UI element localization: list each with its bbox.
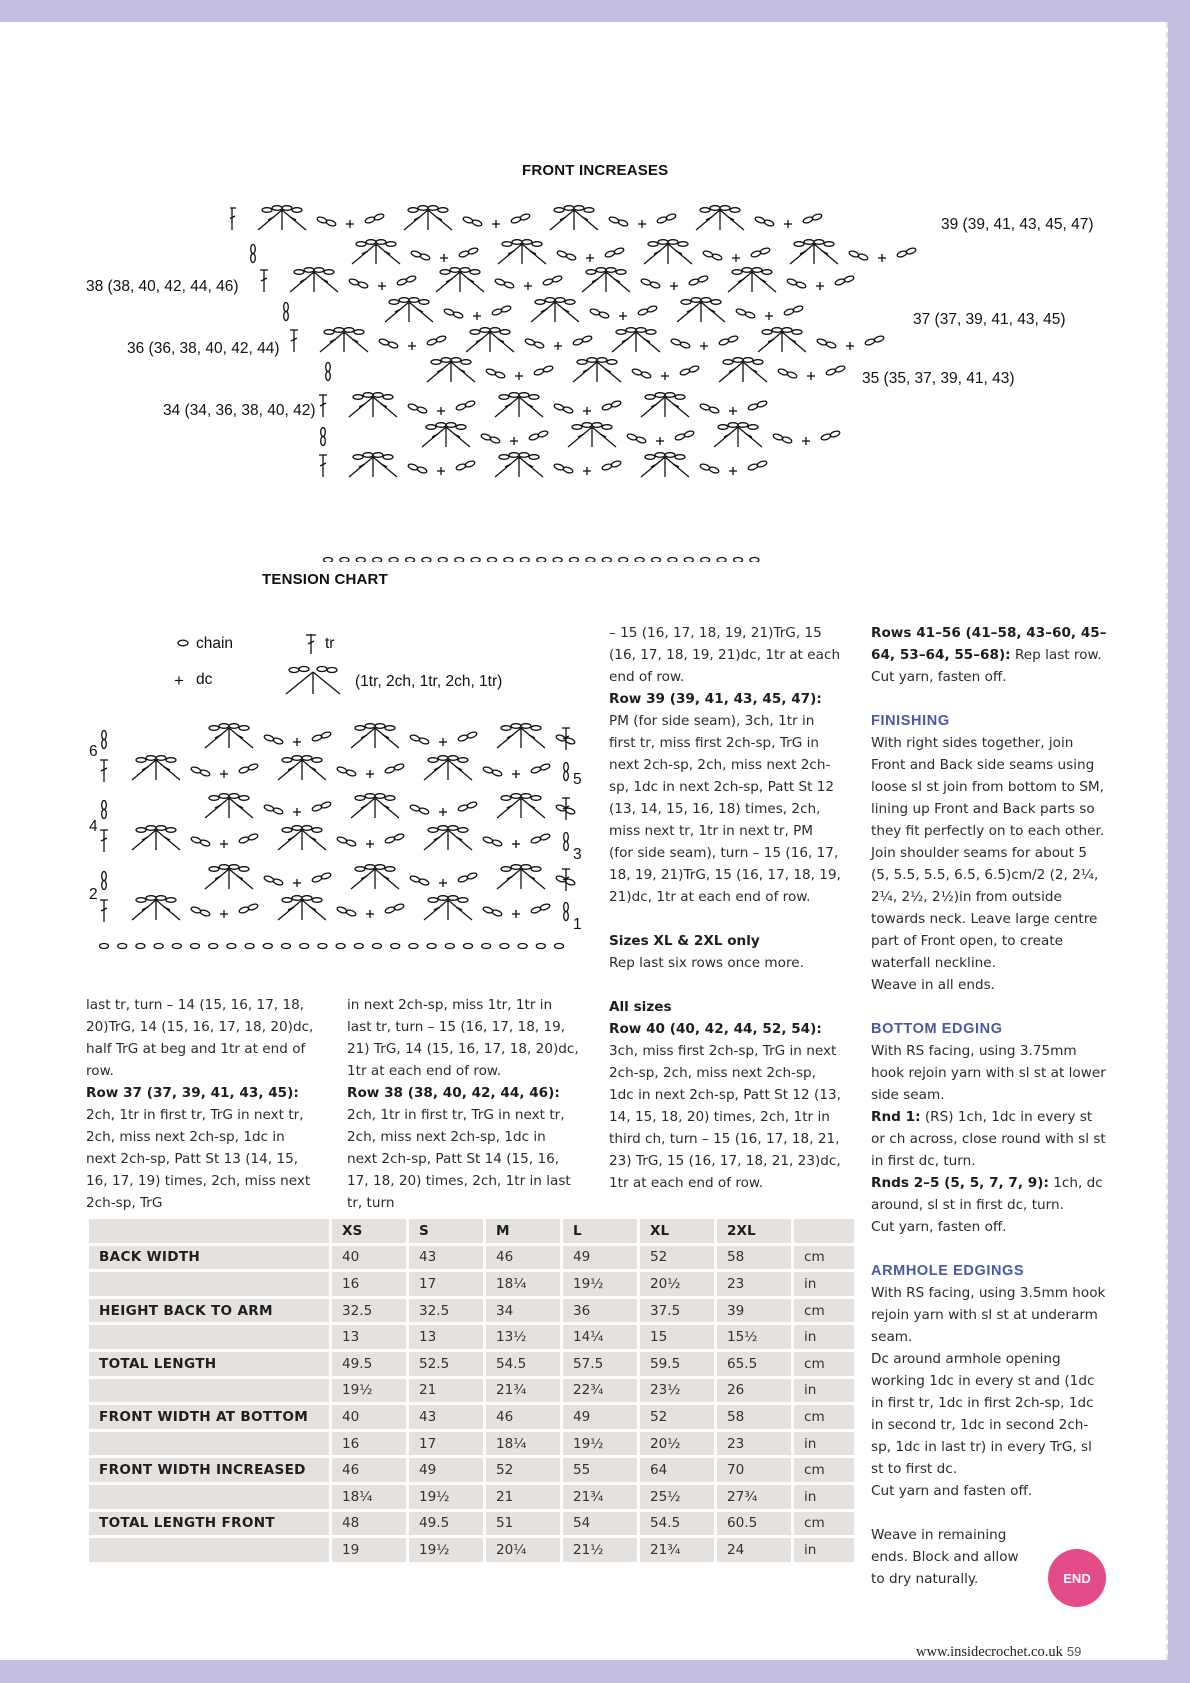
key-chain-label: chain bbox=[196, 635, 234, 652]
table-cell: 25½ bbox=[639, 1483, 716, 1510]
table-unit-cell: in bbox=[793, 1377, 856, 1404]
front-increases-chart bbox=[230, 202, 930, 562]
table-unit-cell: in bbox=[793, 1537, 856, 1564]
row-label-37: 37 (37, 39, 41, 43, 45) bbox=[913, 311, 1066, 328]
table-unit-cell bbox=[793, 1218, 856, 1245]
table-cell: 13½ bbox=[485, 1324, 562, 1351]
table-cell: 70 bbox=[716, 1457, 793, 1484]
table-row bbox=[88, 1297, 856, 1324]
table-row bbox=[88, 1510, 856, 1537]
key-tr-label: tr bbox=[325, 635, 335, 652]
tension-row-4: 4 bbox=[89, 818, 98, 835]
table-row-label bbox=[88, 1324, 331, 1351]
tension-chart-diagram bbox=[96, 722, 576, 952]
tension-row-5: 5 bbox=[573, 771, 582, 788]
table-cell: 16 bbox=[331, 1430, 408, 1457]
table-cell: M bbox=[485, 1218, 562, 1245]
row-39-text: PM (for side seam), 3ch, 1tr in first tr, miss first 2ch-sp, TrG in next 2ch-sp, 2ch, miss next 2ch-sp, 1dc in next 2ch-sp, Patt St 12 (13, 14, 15, 16, 18) times, 2ch, miss next tr, 1tr in next tr, PM (for side seam), turn – 15 (16, 17, 18, 19, 21)TrG, 15 (16, 17, 18, 19, 21)dc, 1tr at each end of row. bbox=[609, 713, 841, 905]
table-row-label: FRONT WIDTH INCREASED bbox=[88, 1457, 331, 1484]
table-row-label: FRONT WIDTH AT BOTTOM bbox=[88, 1404, 331, 1431]
table-cell: 58 bbox=[716, 1404, 793, 1431]
table-row bbox=[88, 1537, 856, 1564]
table-cell: L bbox=[562, 1218, 639, 1245]
table-row bbox=[88, 1271, 856, 1298]
table-unit-cell: cm bbox=[793, 1244, 856, 1271]
table-cell: 21 bbox=[408, 1377, 485, 1404]
table-unit-cell: cm bbox=[793, 1297, 856, 1324]
table-cell: 36 bbox=[562, 1297, 639, 1324]
table-row-label: TOTAL LENGTH bbox=[88, 1350, 331, 1377]
table-cell: 19 bbox=[331, 1537, 408, 1564]
row-label-35: 35 (35, 37, 39, 41, 43) bbox=[862, 370, 1015, 387]
table-cell: 18¼ bbox=[485, 1271, 562, 1298]
table-cell: 37.5 bbox=[639, 1297, 716, 1324]
sizes-xl-title: Sizes XL & 2XL only bbox=[609, 933, 760, 949]
rows-41-56-label: Rows 41–56 (41–58, 43–60, 45–64, 53–64, 55–68): bbox=[871, 625, 1107, 663]
finishing-text: With right sides together, join Front and Back side seams using loose sl st join from bottom to SM, lining up Front and Back parts so they fit perfectly on to each other. Join shoulder seams for about 5 (5, 5.5, 5.5, 6.5, 6.5)cm/2 (2, 2¼, 2¼, 2½, 2½)in from outside towards neck. Leave large centre part of Front open, to create waterfall neckline. bbox=[871, 735, 1105, 971]
table-cell: 32.5 bbox=[331, 1297, 408, 1324]
column-2-text: in next 2ch-sp, miss 1tr, 1tr in last tr, turn – 15 (16, 17, 18, 19, 21) TrG, 14 (15, 16, 17, 18, 20)dc, 1tr at each end of row. bbox=[347, 997, 579, 1079]
table-cell: 23½ bbox=[639, 1377, 716, 1404]
table-cell: 20½ bbox=[639, 1430, 716, 1457]
table-cell: 49 bbox=[408, 1457, 485, 1484]
table-cell: 55 bbox=[562, 1457, 639, 1484]
table-row bbox=[88, 1404, 856, 1431]
table-unit-cell: cm bbox=[793, 1350, 856, 1377]
table-unit-cell: in bbox=[793, 1430, 856, 1457]
row-label-34: 34 (34, 36, 38, 40, 42) bbox=[163, 402, 316, 419]
table-cell: 52 bbox=[485, 1457, 562, 1484]
rows-41-56-instructions bbox=[871, 622, 1107, 666]
tension-chart-title: TENSION CHART bbox=[262, 571, 388, 588]
key-trg-label: (1tr, 2ch, 1tr, 2ch, 1tr) bbox=[355, 673, 503, 690]
footer bbox=[916, 1644, 1081, 1661]
armhole-dc-text: Dc around armhole opening working 1dc in every st and (1dc in first tr, 1dc in first 2ch-sp, 1dc in second tr, 1dc in second 2ch-sp, 1dc in last tr) in every TrG, sl st to first dc. bbox=[871, 1351, 1095, 1477]
table-cell: 43 bbox=[408, 1244, 485, 1271]
text-column-1 bbox=[86, 994, 318, 1214]
cut-yarn-2: Cut yarn, fasten off. bbox=[871, 1219, 1007, 1235]
finishing-title: FINISHING bbox=[871, 713, 950, 729]
table-cell: 20¼ bbox=[485, 1537, 562, 1564]
table-cell: 58 bbox=[716, 1244, 793, 1271]
table-cell: 22¾ bbox=[562, 1377, 639, 1404]
table-row bbox=[88, 1457, 856, 1484]
table-cell: 19½ bbox=[562, 1271, 639, 1298]
table-cell: 34 bbox=[485, 1297, 562, 1324]
bottom-edging-title: BOTTOM EDGING bbox=[871, 1021, 1003, 1037]
table-cell: 57.5 bbox=[562, 1350, 639, 1377]
table-cell: 32.5 bbox=[408, 1297, 485, 1324]
table-cell: 19½ bbox=[408, 1537, 485, 1564]
table-unit-cell: in bbox=[793, 1324, 856, 1351]
table-cell: 18¼ bbox=[485, 1430, 562, 1457]
key-dc-label: dc bbox=[196, 671, 213, 688]
table-cell: 49 bbox=[562, 1404, 639, 1431]
row-label-38: 38 (38, 40, 42, 44, 46) bbox=[86, 278, 239, 295]
table-row-label bbox=[88, 1483, 331, 1510]
table-cell: 2XL bbox=[716, 1218, 793, 1245]
size-table bbox=[86, 1216, 857, 1565]
row-37-text: 2ch, 1tr in first tr, TrG in next tr, 2ch, miss next 2ch-sp, 1dc in next 2ch-sp, Patt St 13 (14, 15, 16, 17, 19) times, 2ch, miss next 2ch-sp, TrG bbox=[86, 1107, 311, 1211]
table-cell: 24 bbox=[716, 1537, 793, 1564]
table-row-label bbox=[88, 1218, 331, 1245]
table-row bbox=[88, 1350, 856, 1377]
row-38-label: Row 38 (38, 40, 42, 44, 46): bbox=[347, 1085, 560, 1101]
table-row bbox=[88, 1244, 856, 1271]
tension-row-3: 3 bbox=[573, 846, 582, 863]
table-unit-cell: in bbox=[793, 1483, 856, 1510]
cut-yarn-1: Cut yarn, fasten off. bbox=[871, 669, 1007, 685]
table-cell: 49 bbox=[562, 1244, 639, 1271]
row-39-instructions bbox=[609, 688, 841, 908]
table-cell: 23 bbox=[716, 1271, 793, 1298]
footer-url[interactable]: www.insidecrochet.co.uk bbox=[916, 1644, 1063, 1660]
table-cell: 52 bbox=[639, 1404, 716, 1431]
sizes-xl-text: Rep last six rows once more. bbox=[609, 955, 804, 971]
table-cell: 21¾ bbox=[639, 1537, 716, 1564]
row-37-label: Row 37 (37, 39, 41, 43, 45): bbox=[86, 1085, 299, 1101]
table-cell: 19½ bbox=[331, 1377, 408, 1404]
row-label-36: 36 (36, 38, 40, 42, 44) bbox=[127, 340, 280, 357]
table-cell: 59.5 bbox=[639, 1350, 716, 1377]
rows-41-56-text: Rep last row. bbox=[1010, 647, 1102, 663]
magazine-page bbox=[0, 22, 1168, 1660]
table-cell: 52 bbox=[639, 1244, 716, 1271]
table-cell: 46 bbox=[331, 1457, 408, 1484]
page-number: 59 bbox=[1066, 1644, 1082, 1659]
table-cell: 46 bbox=[485, 1244, 562, 1271]
table-cell: 17 bbox=[408, 1271, 485, 1298]
dc-icon: + bbox=[174, 671, 184, 690]
table-cell: 54 bbox=[562, 1510, 639, 1537]
tension-row-1: 1 bbox=[573, 916, 582, 933]
table-cell: 43 bbox=[408, 1404, 485, 1431]
tr-icon bbox=[302, 632, 320, 656]
table-cell: 27¾ bbox=[716, 1483, 793, 1510]
table-row bbox=[88, 1430, 856, 1457]
column-3-text: – 15 (16, 17, 18, 19, 21)TrG, 15 (16, 17, 18, 19, 21)dc, 1tr at each end of row. bbox=[609, 625, 841, 685]
table-cell: XL bbox=[639, 1218, 716, 1245]
table-row-label: HEIGHT BACK TO ARM bbox=[88, 1297, 331, 1324]
armhole-text: With RS facing, using 3.5mm hook rejoin yarn with sl st at underarm seam. bbox=[871, 1285, 1106, 1345]
table-cell: 21 bbox=[485, 1483, 562, 1510]
table-cell: 19½ bbox=[408, 1483, 485, 1510]
table-cell: 15½ bbox=[716, 1324, 793, 1351]
chain-icon bbox=[176, 638, 190, 648]
rnds-2-5-instructions: Rnds 2–5 (5, 5, 7, 7, 9): 1ch, dc around, sl st in first dc, turn. bbox=[871, 1175, 1103, 1213]
text-column-4 bbox=[871, 622, 1107, 1590]
tension-row-2: 2 bbox=[89, 886, 98, 903]
bottom-edging-text: With RS facing, using 3.75mm hook rejoin yarn with sl st at lower side seam. bbox=[871, 1043, 1106, 1103]
table-cell: 15 bbox=[639, 1324, 716, 1351]
table-cell: 13 bbox=[331, 1324, 408, 1351]
row-38-instructions bbox=[347, 1082, 579, 1214]
table-cell: 17 bbox=[408, 1430, 485, 1457]
table-cell: 49.5 bbox=[408, 1510, 485, 1537]
armhole-edgings-title: ARMHOLE EDGINGS bbox=[871, 1263, 1025, 1279]
table-cell: 21¾ bbox=[485, 1377, 562, 1404]
front-increases-title: FRONT INCREASES bbox=[522, 162, 669, 179]
trg-icon bbox=[280, 664, 346, 698]
end-badge: END bbox=[1048, 1549, 1106, 1607]
text-column-3 bbox=[609, 622, 841, 1194]
table-cell: 21¾ bbox=[562, 1483, 639, 1510]
table-row-label bbox=[88, 1430, 331, 1457]
table-cell: 65.5 bbox=[716, 1350, 793, 1377]
table-cell: 40 bbox=[331, 1244, 408, 1271]
table-cell: 49.5 bbox=[331, 1350, 408, 1377]
row-39-label: Row 39 (39, 41, 43, 45, 47): bbox=[609, 691, 822, 707]
all-sizes-title: All sizes bbox=[609, 999, 672, 1015]
table-cell: 64 bbox=[639, 1457, 716, 1484]
table-cell: 51 bbox=[485, 1510, 562, 1537]
weave-in-ends: Weave in all ends. bbox=[871, 977, 995, 993]
final-weave-text: Weave in remaining ends. Block and allow to dry naturally. bbox=[871, 1527, 1019, 1587]
table-cell: 14¼ bbox=[562, 1324, 639, 1351]
table-cell: 54.5 bbox=[639, 1510, 716, 1537]
table-cell: 52.5 bbox=[408, 1350, 485, 1377]
table-cell: 48 bbox=[331, 1510, 408, 1537]
table-unit-cell: cm bbox=[793, 1404, 856, 1431]
table-unit-cell: cm bbox=[793, 1457, 856, 1484]
table-row bbox=[88, 1483, 856, 1510]
table-cell: 23 bbox=[716, 1430, 793, 1457]
table-cell: 46 bbox=[485, 1404, 562, 1431]
row-40-text: 3ch, miss first 2ch-sp, TrG in next 2ch-sp, 2ch, miss next 2ch-sp, 1dc in next 2ch-sp, Patt St 12 (13, 14, 15, 18, 20) times, 2ch, 1tr in third ch, turn – 15 (16, 17, 18, 21, 23) TrG, 15 (16, 17, 18, 21, 23)dc, 1tr at each end of row. bbox=[609, 1043, 841, 1191]
table-row bbox=[88, 1324, 856, 1351]
table-row-label bbox=[88, 1537, 331, 1564]
table-cell: 39 bbox=[716, 1297, 793, 1324]
table-cell: 54.5 bbox=[485, 1350, 562, 1377]
cut-yarn-3: Cut yarn and fasten off. bbox=[871, 1483, 1033, 1499]
table-row-label: TOTAL LENGTH FRONT bbox=[88, 1510, 331, 1537]
table-cell: 26 bbox=[716, 1377, 793, 1404]
column-1-text: last tr, turn – 14 (15, 16, 17, 18, 20)TrG, 14 (15, 16, 17, 18, 20)dc, half TrG at beg and 1tr at end of row. bbox=[86, 997, 314, 1079]
table-cell: 13 bbox=[408, 1324, 485, 1351]
table-cell: 16 bbox=[331, 1271, 408, 1298]
table-cell: S bbox=[408, 1218, 485, 1245]
table-cell: XS bbox=[331, 1218, 408, 1245]
row-label-39: 39 (39, 41, 43, 45, 47) bbox=[941, 216, 1094, 233]
table-cell: 21½ bbox=[562, 1537, 639, 1564]
rnd-1-instructions: Rnd 1: (RS) 1ch, 1dc in every st or ch across, close round with sl st in first dc, turn. bbox=[871, 1109, 1106, 1169]
table-header-row bbox=[88, 1218, 856, 1245]
table-cell: 60.5 bbox=[716, 1510, 793, 1537]
row-38-text: 2ch, 1tr in first tr, TrG in next tr, 2ch, miss next 2ch-sp, 1dc in next 2ch-sp, Patt St 14 (15, 16, 17, 18, 20) times, 2ch, 1tr in last tr, turn bbox=[347, 1107, 571, 1211]
table-row-label bbox=[88, 1377, 331, 1404]
table-row-label: BACK WIDTH bbox=[88, 1244, 331, 1271]
table-cell: 40 bbox=[331, 1404, 408, 1431]
table-row bbox=[88, 1377, 856, 1404]
row-40-label: Row 40 (40, 42, 44, 52, 54): bbox=[609, 1021, 822, 1037]
text-column-2 bbox=[347, 994, 579, 1214]
row-37-instructions bbox=[86, 1082, 318, 1214]
tension-row-6: 6 bbox=[89, 743, 98, 760]
table-cell: 19½ bbox=[562, 1430, 639, 1457]
table-unit-cell: in bbox=[793, 1271, 856, 1298]
table-cell: 20½ bbox=[639, 1271, 716, 1298]
table-unit-cell: cm bbox=[793, 1510, 856, 1537]
table-cell: 18¼ bbox=[331, 1483, 408, 1510]
table-row-label bbox=[88, 1271, 331, 1298]
